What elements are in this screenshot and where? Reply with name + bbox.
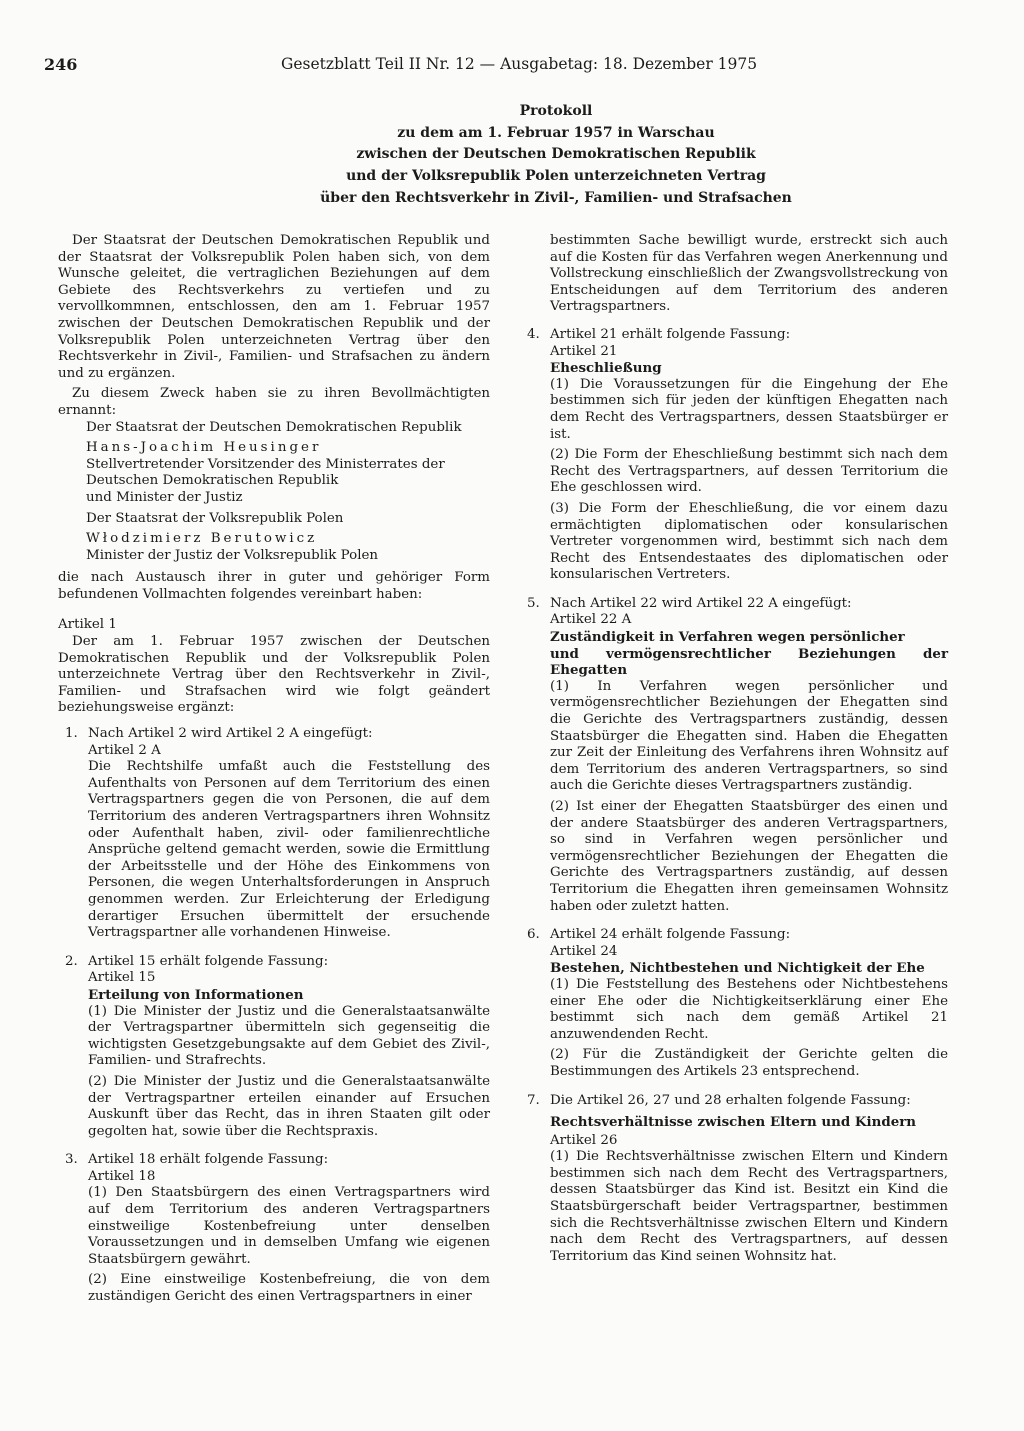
right-column [520,233,948,1265]
page-number: 246 [44,55,78,74]
article-title: Artikel 26 [550,1132,618,1148]
sig-ddr-name: Hans-Joachim Heusinger [86,440,322,456]
article-paragraph: (2) Die Minister der Justiz und die Generalstaatsanwälte der Vertragspartner erteilen einander auf Ersuchen Auskunft über das Recht, das in ihren Staaten gilt oder gegolten hat, sowie über die Rechtspraxis. [88,1073,490,1139]
title-line: Protokoll [519,103,593,119]
article-paragraph: (2) Eine einstweilige Kostenbefreiung, die von dem zuständigen Gericht des einen Vertragspartners in einer [88,1272,490,1305]
header-title: Gesetzblatt Teil II Nr. 12 — Ausgabetag: 18. Dezember 1975 [281,55,758,73]
exchange-paragraph: die nach Austausch ihrer in guter und gehöriger Form befundenen Vollmachten folgendes vereinbart haben: [58,570,490,602]
item-number: 7. [527,1092,540,1108]
article-title: Artikel 22 A [550,612,632,628]
article-title: Artikel 2 A [88,742,161,758]
article-title: Artikel 18 [88,1168,156,1184]
item-number: 6. [527,927,540,943]
item-intro: Nach Artikel 2 wird Artikel 2 A eingefügt: [88,726,373,742]
amendment-item [58,726,490,743]
article-heading: und vermögensrechtlicher Beziehungen der Ehegatten [550,645,948,679]
protocol-title [200,101,912,210]
sig-ddr-role: Deutschen Demokratischen Republik [86,473,339,489]
item-intro: Artikel 15 erhält folgende Fassung: [88,953,329,969]
article-heading: Bestehen, Nichtbestehen und Nichtigkeit der Ehe [550,960,925,977]
running-header [44,55,758,81]
amendment-body [520,344,948,584]
amendment-body [520,233,948,316]
article-title: Artikel 15 [88,970,156,986]
article-paragraph: (1) Die Feststellung des Bestehens oder Nichtbestehens einer Ehe oder die Nichtigkeitserklärung einer Ehe bestimmt sich nach dem gemäß Artikel 21 anzuwendenden Recht. [550,976,948,1042]
item-intro: Artikel 18 erhält folgende Fassung: [88,1152,329,1168]
amendment-item [58,1152,490,1169]
item-number: 5. [527,595,540,611]
item-intro: Artikel 21 erhält folgende Fassung: [550,326,791,342]
amendment-item [520,596,948,613]
item-number: 3. [65,1152,78,1168]
item-intro: Die Artikel 26, 27 und 28 erhalten folgende Fassung: [550,1092,911,1108]
item-intro: Artikel 24 erhält folgende Fassung: [550,927,791,943]
amendment-body [520,612,948,915]
article-text: Der am 1. Februar 1957 zwischen der Deutschen Demokratischen Republik und der Volksrepublik Polen unterzeichnete Vertrag über den Rechtsverkehr in Zivil-, Familien- und Strafsachen wird wie folgt geändert beziehungsweise ergänzt: [58,634,490,716]
article-paragraph: (1) Den Staatsbürgern des einen Vertragspartners wird auf dem Territorium des anderen Vertragspartners einstweilige Kostenbefreiung unter denselben Voraussetzungen und in demselben Umfang wie eigenen Staatsbürgern gewährt. [88,1185,490,1267]
article-paragraph: (2) Ist einer der Ehegatten Staatsbürger des einen und der andere Staatsbürger des anderen Vertragspartners, so sind in Verfahren wegen persönlicher und vermögensrechtlicher Beziehungen der Ehegatten die Gerichte des Vertragspartners zuständig, auf dessen Territorium die Ehegatten ihren gemeinsamen Wohnsitz haben oder zuletzt hatten. [550,799,948,914]
article-paragraph: (1) Die Minister der Justiz und die Generalstaatsanwälte der Vertragspartner übermitteln sich gegenseitig die wichtigsten Gesetzgebungsakte auf dem Gebiet des Zivil-, Familien- und Strafrechts. [88,1003,490,1069]
item-number: 4. [527,326,540,342]
amendment-body [58,743,490,942]
amendment-item [520,927,948,944]
preamble-paragraph: Der Staatsrat der Deutschen Demokratischen Republik und der Staatsrat der Volksrepublik Polen haben sich, von dem Wunsche geleitet, die vertraglichen Beziehungen auf dem Gebiete des Rechtsverkehrs zu vertiefen und zu vervollkommnen, entschlossen, den am 1. Februar 1957 zwischen der Deutschen Demokratischen Republik und der Volksrepublik Polen unterzeichneten Vertrag über den Rechtsverkehr in Zivil-, Familien- und Strafsachen zu ändern und zu ergänzen. [58,233,490,381]
title-line: über den Rechtsverkehr in Zivil-, Familien- und Strafsachen [320,189,792,206]
article-paragraph: (2) Die Form der Eheschließung bestimmt sich nach dem Recht des Vertragspartners, auf dessen Territorium die Ehe geschlossen wird. [550,447,948,496]
item-number: 1. [65,726,78,742]
sig-ddr-role: und Minister der Justiz [86,489,243,505]
article-paragraph: (1) In Verfahren wegen persönlicher und vermögensrechtlicher Beziehungen der Ehegatten sind die Gerichte des Vertragspartners zuständig, dessen Staatsbürger die Ehegatten sind. Haben die Ehegatten zur Zeit der Einleitung des Verfahrens ihren Wohnsitz auf dem Territorium des anderen Vertragspartners, so sind auch die Gerichte dieses Vertragspartners zuständig. [550,678,948,794]
amendment-item [58,954,490,971]
item-intro: Nach Artikel 22 wird Artikel 22 A eingefügt: [550,595,852,611]
title-line: zu dem am 1. Februar 1957 in Warschau [397,124,715,141]
amendment-body [58,970,490,1140]
sig-ddr-body: Der Staatsrat der Deutschen Demokratischen Republik [86,419,462,435]
article-title: Artikel 24 [550,943,618,959]
amendment-body [58,1169,490,1306]
article-text: Die Rechtshilfe umfaßt auch die Feststellung des Aufenthalts von Personen auf dem Territorium des einen Vertragspartners gegen die von Personen, die auf dem Territorium des anderen Vertragspartners ihren Wohnsitz oder Aufenthalt haben, zivil- oder familienrechtliche Ansprüche geltend gemacht werden, sowie die Ermittlung der Arbeitsstelle und der Höhe des Einkommens von Personen, die wegen Unterhaltsforderungen in Anspruch genommen werden. Zur Erleichterung der Erledigung derartiger Ersuchen übermittelt der ersuchende Vertragspartner alle vorhandenen Hinweise. [88,759,490,941]
article-title: Artikel 21 [550,343,618,359]
article-heading: Eheschließung [550,360,662,377]
plenipotentiaries [58,420,490,565]
amendment-body [520,1114,948,1265]
article-group-heading: Rechtsverhältnisse zwischen Eltern und Kindern [550,1114,917,1131]
article-paragraph-continued: bestimmten Sache bewilligt wurde, erstreckt sich auch auf die Kosten für das Verfahren wegen Anerkennung und Vollstreckung einschließlich der Zwangsvollstreckung von Entscheidungen auf dem Territorium des anderen Vertragspartners. [550,233,948,315]
sig-pl-role: Minister der Justiz der Volksrepublik Polen [86,547,379,563]
title-line: zwischen der Deutschen Demokratischen Republik [356,146,756,163]
purpose-paragraph: Zu diesem Zweck haben sie zu ihren Bevollmächtigten ernannt: [58,386,490,418]
article-heading: Erteilung von Informationen [88,986,304,1003]
sig-pl-name: Włodzimierz Berutowicz [86,531,318,547]
amendment-item [520,327,948,344]
article-paragraph: (1) Die Voraussetzungen für die Eingehung der Ehe bestimmen sich für jeden der künftigen Ehegatten nach dem Recht des Vertragspartners, dessen Staatsbürger er ist. [550,376,948,442]
amendment-body [520,944,948,1081]
article-title: Artikel 1 [58,617,117,633]
amendment-item [520,1093,948,1110]
article-paragraph: (2) Für die Zuständigkeit der Gerichte gelten die Bestimmungen des Artikels 23 entsprechend. [550,1047,948,1079]
title-line: und der Volksrepublik Polen unterzeichneten Vertrag [346,168,766,185]
left-column [58,233,490,1306]
sig-ddr-role: Stellvertretender Vorsitzender des Ministerrates der [86,456,445,472]
article-paragraph: (3) Die Form der Eheschließung, die vor einem dazu ermächtigten diplomatischen oder konsularischen Vertreter vorgenommen wird, bestimmt sich nach dem Recht des Entsendestaates des diplomatischen oder konsularischen Vertreters. [550,500,948,583]
article-paragraph: (1) Die Rechtsverhältnisse zwischen Eltern und Kindern bestimmen sich nach dem Recht des Vertragspartners, dessen Staatsbürger das Kind ist. Besitzt ein Kind die Staatsbürgerschaft beider Vertragspartner, bestimmen sich die Rechtsverhältnisse zwischen Eltern und Kindern nach dem Recht des Vertragspartners, auf dessen Territorium das Kind seinen Wohnsitz hat. [550,1149,948,1264]
item-number: 2. [65,953,78,969]
sig-pl-body: Der Staatsrat der Volksrepublik Polen [86,510,344,526]
article-heading: Zuständigkeit in Verfahren wegen persönlicher [550,629,905,646]
